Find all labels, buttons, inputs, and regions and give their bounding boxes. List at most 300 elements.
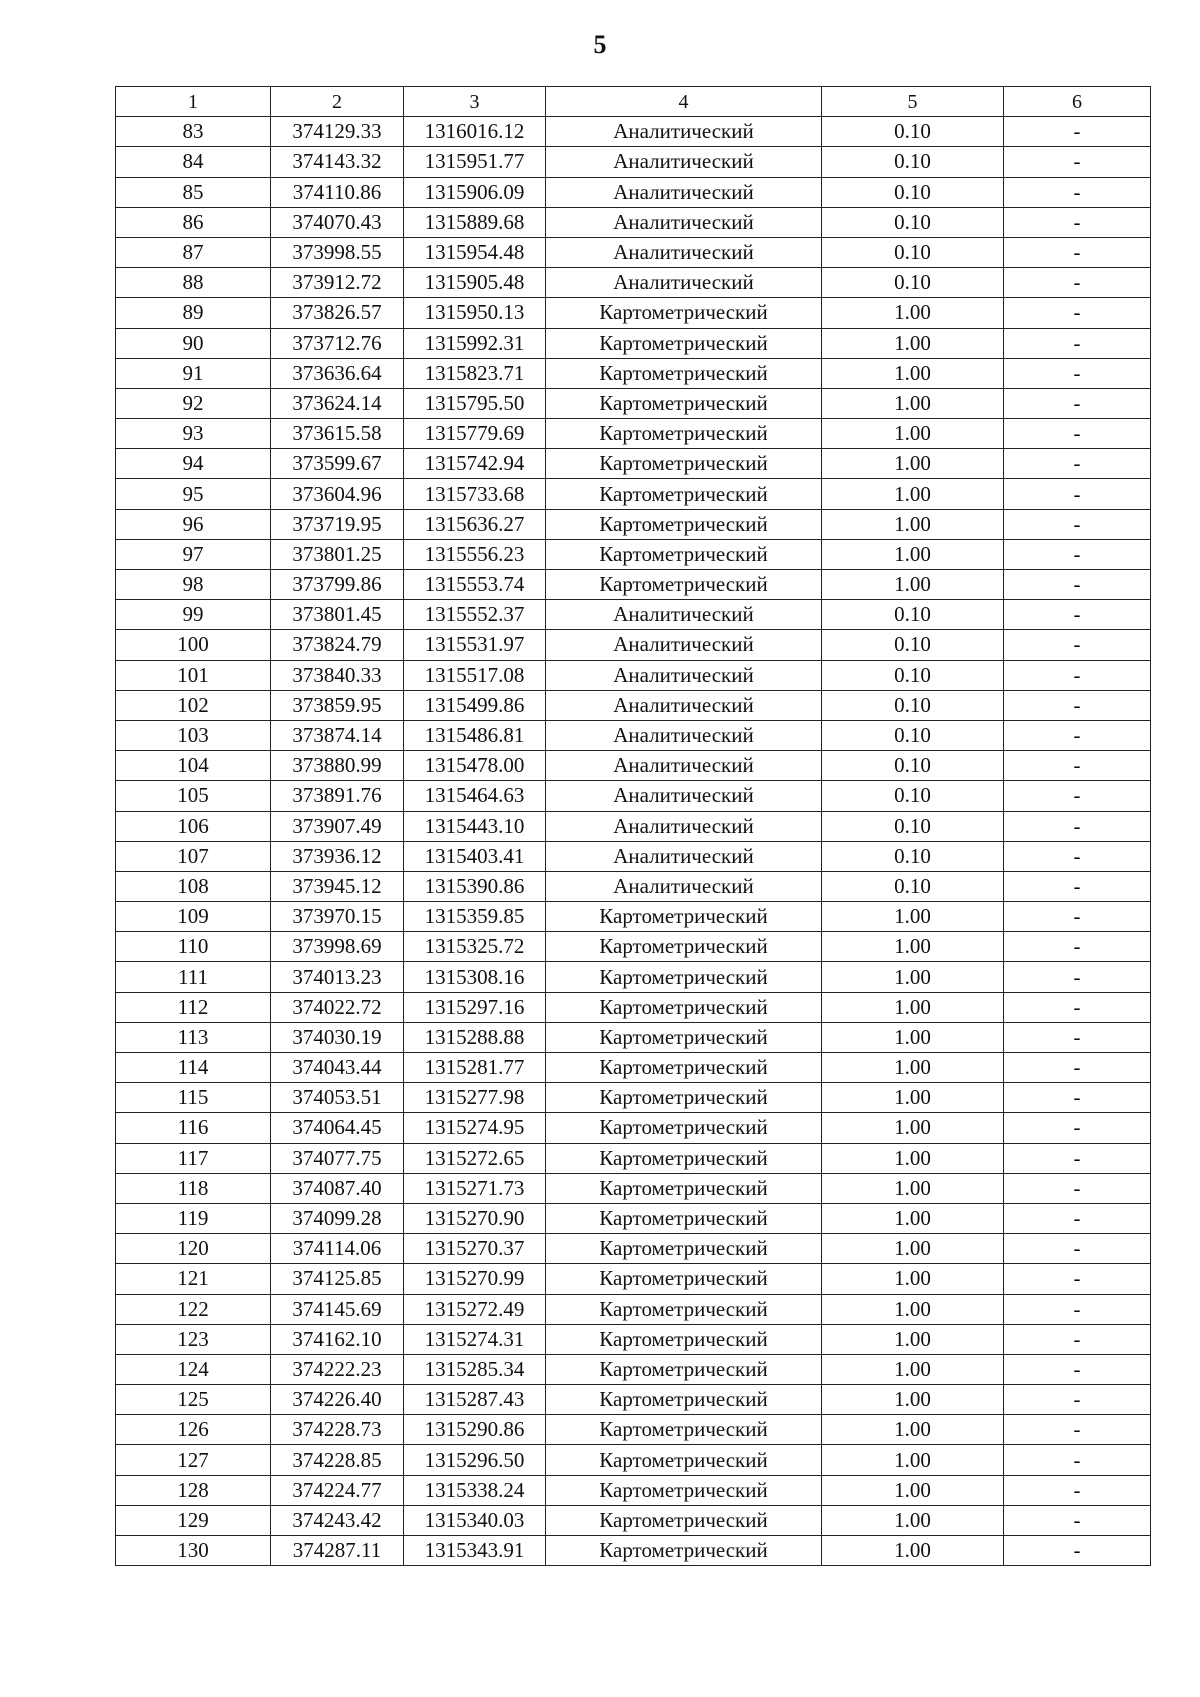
- cell-method: Картометрический: [546, 1354, 822, 1384]
- cell-note: -: [1004, 1143, 1151, 1173]
- cell-y-coordinate: 1315443.10: [404, 811, 546, 841]
- cell-point-number: 105: [116, 781, 271, 811]
- cell-point-number: 127: [116, 1445, 271, 1475]
- cell-y-coordinate: 1315285.34: [404, 1354, 546, 1384]
- cell-method: Картометрический: [546, 388, 822, 418]
- cell-y-coordinate: 1315733.68: [404, 479, 546, 509]
- table-row: [116, 539, 1151, 569]
- cell-point-number: 126: [116, 1415, 271, 1445]
- cell-x-coordinate: 374224.77: [271, 1475, 404, 1505]
- cell-note: -: [1004, 268, 1151, 298]
- table-row: [116, 1113, 1151, 1143]
- table-row: [116, 1083, 1151, 1113]
- cell-point-number: 109: [116, 902, 271, 932]
- cell-point-number: 119: [116, 1203, 271, 1233]
- cell-point-number: 87: [116, 237, 271, 267]
- table-row: [116, 992, 1151, 1022]
- cell-method: Картометрический: [546, 1022, 822, 1052]
- table-row: [116, 1475, 1151, 1505]
- cell-note: -: [1004, 600, 1151, 630]
- cell-method: Картометрический: [546, 1475, 822, 1505]
- table-row: [116, 328, 1151, 358]
- cell-accuracy: 1.00: [822, 1173, 1004, 1203]
- table-row: [116, 449, 1151, 479]
- cell-y-coordinate: 1315795.50: [404, 388, 546, 418]
- cell-note: -: [1004, 630, 1151, 660]
- table-row: [116, 1294, 1151, 1324]
- cell-point-number: 116: [116, 1113, 271, 1143]
- cell-y-coordinate: 1315779.69: [404, 419, 546, 449]
- cell-point-number: 99: [116, 600, 271, 630]
- table-row: [116, 388, 1151, 418]
- cell-note: -: [1004, 720, 1151, 750]
- cell-note: -: [1004, 570, 1151, 600]
- cell-accuracy: 0.10: [822, 268, 1004, 298]
- cell-note: -: [1004, 811, 1151, 841]
- cell-accuracy: 1.00: [822, 570, 1004, 600]
- cell-note: -: [1004, 237, 1151, 267]
- cell-x-coordinate: 374043.44: [271, 1053, 404, 1083]
- cell-point-number: 111: [116, 962, 271, 992]
- cell-x-coordinate: 373840.33: [271, 660, 404, 690]
- cell-x-coordinate: 373719.95: [271, 509, 404, 539]
- cell-method: Картометрический: [546, 298, 822, 328]
- cell-x-coordinate: 373907.49: [271, 811, 404, 841]
- cell-note: -: [1004, 419, 1151, 449]
- cell-x-coordinate: 374053.51: [271, 1083, 404, 1113]
- cell-y-coordinate: 1315499.86: [404, 690, 546, 720]
- cell-note: -: [1004, 207, 1151, 237]
- cell-point-number: 112: [116, 992, 271, 1022]
- cell-y-coordinate: 1315274.31: [404, 1324, 546, 1354]
- cell-method: Картометрический: [546, 509, 822, 539]
- table-row: [116, 570, 1151, 600]
- cell-point-number: 83: [116, 117, 271, 147]
- table-row: [116, 720, 1151, 750]
- cell-x-coordinate: 373826.57: [271, 298, 404, 328]
- header-row: [116, 87, 1151, 117]
- cell-y-coordinate: 1315270.90: [404, 1203, 546, 1233]
- cell-point-number: 90: [116, 328, 271, 358]
- cell-accuracy: 0.10: [822, 630, 1004, 660]
- cell-note: -: [1004, 328, 1151, 358]
- cell-x-coordinate: 374099.28: [271, 1203, 404, 1233]
- cell-accuracy: 0.10: [822, 781, 1004, 811]
- cell-method: Картометрический: [546, 1536, 822, 1566]
- cell-x-coordinate: 373880.99: [271, 751, 404, 781]
- cell-accuracy: 1.00: [822, 1022, 1004, 1052]
- cell-method: Картометрический: [546, 1445, 822, 1475]
- cell-x-coordinate: 373615.58: [271, 419, 404, 449]
- cell-note: -: [1004, 388, 1151, 418]
- cell-method: Аналитический: [546, 660, 822, 690]
- cell-point-number: 98: [116, 570, 271, 600]
- cell-accuracy: 1.00: [822, 539, 1004, 569]
- cell-x-coordinate: 373998.55: [271, 237, 404, 267]
- cell-accuracy: 1.00: [822, 1294, 1004, 1324]
- coordinates-table: [115, 86, 1151, 1566]
- cell-x-coordinate: 373998.69: [271, 932, 404, 962]
- cell-y-coordinate: 1315517.08: [404, 660, 546, 690]
- cell-y-coordinate: 1315281.77: [404, 1053, 546, 1083]
- cell-y-coordinate: 1315636.27: [404, 509, 546, 539]
- cell-accuracy: 0.10: [822, 177, 1004, 207]
- cell-point-number: 95: [116, 479, 271, 509]
- cell-x-coordinate: 373936.12: [271, 841, 404, 871]
- table-row: [116, 1385, 1151, 1415]
- cell-method: Аналитический: [546, 871, 822, 901]
- cell-point-number: 124: [116, 1354, 271, 1384]
- cell-accuracy: 1.00: [822, 509, 1004, 539]
- cell-y-coordinate: 1315288.88: [404, 1022, 546, 1052]
- cell-y-coordinate: 1315340.03: [404, 1505, 546, 1535]
- cell-note: -: [1004, 781, 1151, 811]
- cell-method: Картометрический: [546, 1053, 822, 1083]
- cell-x-coordinate: 374030.19: [271, 1022, 404, 1052]
- cell-method: Аналитический: [546, 237, 822, 267]
- header-cell-5: 5: [822, 87, 1004, 117]
- cell-x-coordinate: 373891.76: [271, 781, 404, 811]
- cell-y-coordinate: 1315478.00: [404, 751, 546, 781]
- cell-y-coordinate: 1315556.23: [404, 539, 546, 569]
- cell-y-coordinate: 1315270.99: [404, 1264, 546, 1294]
- cell-point-number: 84: [116, 147, 271, 177]
- header-cell-2: 2: [271, 87, 404, 117]
- cell-method: Картометрический: [546, 1385, 822, 1415]
- table-row: [116, 509, 1151, 539]
- table-row: [116, 1173, 1151, 1203]
- cell-note: -: [1004, 962, 1151, 992]
- cell-method: Картометрический: [546, 962, 822, 992]
- cell-point-number: 118: [116, 1173, 271, 1203]
- table-row: [116, 268, 1151, 298]
- cell-y-coordinate: 1315359.85: [404, 902, 546, 932]
- table-row: [116, 1053, 1151, 1083]
- cell-method: Картометрический: [546, 1173, 822, 1203]
- cell-method: Аналитический: [546, 841, 822, 871]
- cell-accuracy: 1.00: [822, 932, 1004, 962]
- cell-accuracy: 1.00: [822, 1083, 1004, 1113]
- cell-x-coordinate: 374114.06: [271, 1234, 404, 1264]
- cell-method: Картометрический: [546, 1294, 822, 1324]
- cell-note: -: [1004, 992, 1151, 1022]
- cell-point-number: 107: [116, 841, 271, 871]
- cell-accuracy: 0.10: [822, 237, 1004, 267]
- cell-note: -: [1004, 117, 1151, 147]
- cell-point-number: 128: [116, 1475, 271, 1505]
- cell-y-coordinate: 1315954.48: [404, 237, 546, 267]
- cell-x-coordinate: 374064.45: [271, 1113, 404, 1143]
- cell-accuracy: 0.10: [822, 841, 1004, 871]
- cell-point-number: 125: [116, 1385, 271, 1415]
- table-row: [116, 1264, 1151, 1294]
- table-row: [116, 117, 1151, 147]
- cell-accuracy: 0.10: [822, 207, 1004, 237]
- table-row: [116, 237, 1151, 267]
- table-row: [116, 1536, 1151, 1566]
- header-cell-3: 3: [404, 87, 546, 117]
- cell-note: -: [1004, 539, 1151, 569]
- cell-y-coordinate: 1315992.31: [404, 328, 546, 358]
- cell-y-coordinate: 1315287.43: [404, 1385, 546, 1415]
- cell-y-coordinate: 1315271.73: [404, 1173, 546, 1203]
- cell-note: -: [1004, 932, 1151, 962]
- cell-method: Картометрический: [546, 1415, 822, 1445]
- cell-method: Аналитический: [546, 147, 822, 177]
- cell-accuracy: 1.00: [822, 1354, 1004, 1384]
- cell-x-coordinate: 374125.85: [271, 1264, 404, 1294]
- cell-note: -: [1004, 1234, 1151, 1264]
- cell-note: -: [1004, 1053, 1151, 1083]
- cell-accuracy: 0.10: [822, 720, 1004, 750]
- cell-method: Аналитический: [546, 781, 822, 811]
- cell-accuracy: 1.00: [822, 479, 1004, 509]
- cell-point-number: 113: [116, 1022, 271, 1052]
- table-row: [116, 660, 1151, 690]
- cell-x-coordinate: 373801.45: [271, 600, 404, 630]
- cell-note: -: [1004, 479, 1151, 509]
- table-row: [116, 600, 1151, 630]
- table-row: [116, 1445, 1151, 1475]
- cell-note: -: [1004, 902, 1151, 932]
- cell-x-coordinate: 373604.96: [271, 479, 404, 509]
- cell-note: -: [1004, 1415, 1151, 1445]
- cell-method: Картометрический: [546, 419, 822, 449]
- cell-x-coordinate: 374162.10: [271, 1324, 404, 1354]
- cell-y-coordinate: 1315272.49: [404, 1294, 546, 1324]
- cell-y-coordinate: 1315308.16: [404, 962, 546, 992]
- cell-note: -: [1004, 1385, 1151, 1415]
- cell-accuracy: 1.00: [822, 358, 1004, 388]
- cell-accuracy: 1.00: [822, 328, 1004, 358]
- cell-y-coordinate: 1315272.65: [404, 1143, 546, 1173]
- table-row: [116, 902, 1151, 932]
- cell-method: Картометрический: [546, 539, 822, 569]
- cell-accuracy: 1.00: [822, 1203, 1004, 1233]
- cell-x-coordinate: 374070.43: [271, 207, 404, 237]
- table-row: [116, 419, 1151, 449]
- cell-x-coordinate: 374145.69: [271, 1294, 404, 1324]
- cell-method: Аналитический: [546, 811, 822, 841]
- cell-method: Картометрический: [546, 570, 822, 600]
- table-row: [116, 962, 1151, 992]
- table-row: [116, 690, 1151, 720]
- cell-method: Картометрический: [546, 449, 822, 479]
- cell-point-number: 108: [116, 871, 271, 901]
- table-row: [116, 147, 1151, 177]
- cell-y-coordinate: 1315905.48: [404, 268, 546, 298]
- cell-accuracy: 1.00: [822, 1415, 1004, 1445]
- cell-accuracy: 0.10: [822, 147, 1004, 177]
- cell-note: -: [1004, 1505, 1151, 1535]
- cell-y-coordinate: 1315290.86: [404, 1415, 546, 1445]
- cell-x-coordinate: 373859.95: [271, 690, 404, 720]
- cell-point-number: 101: [116, 660, 271, 690]
- cell-x-coordinate: 373801.25: [271, 539, 404, 569]
- cell-x-coordinate: 373599.67: [271, 449, 404, 479]
- cell-note: -: [1004, 177, 1151, 207]
- cell-point-number: 91: [116, 358, 271, 388]
- cell-method: Картометрический: [546, 1203, 822, 1233]
- cell-point-number: 88: [116, 268, 271, 298]
- cell-y-coordinate: 1315277.98: [404, 1083, 546, 1113]
- table-row: [116, 1505, 1151, 1535]
- cell-y-coordinate: 1315343.91: [404, 1536, 546, 1566]
- cell-accuracy: 1.00: [822, 1113, 1004, 1143]
- cell-note: -: [1004, 1173, 1151, 1203]
- header-cell-1: 1: [116, 87, 271, 117]
- cell-method: Аналитический: [546, 117, 822, 147]
- table-row: [116, 479, 1151, 509]
- cell-note: -: [1004, 449, 1151, 479]
- cell-x-coordinate: 373945.12: [271, 871, 404, 901]
- cell-point-number: 130: [116, 1536, 271, 1566]
- cell-accuracy: 1.00: [822, 962, 1004, 992]
- cell-note: -: [1004, 1022, 1151, 1052]
- cell-point-number: 129: [116, 1505, 271, 1535]
- cell-method: Картометрический: [546, 1324, 822, 1354]
- cell-x-coordinate: 374226.40: [271, 1385, 404, 1415]
- table-row: [116, 1234, 1151, 1264]
- cell-accuracy: 1.00: [822, 298, 1004, 328]
- table-header: [116, 87, 1151, 117]
- cell-y-coordinate: 1315390.86: [404, 871, 546, 901]
- cell-method: Картометрический: [546, 992, 822, 1022]
- cell-note: -: [1004, 1083, 1151, 1113]
- cell-method: Аналитический: [546, 207, 822, 237]
- table-row: [116, 630, 1151, 660]
- cell-method: Картометрический: [546, 1264, 822, 1294]
- cell-x-coordinate: 373874.14: [271, 720, 404, 750]
- cell-accuracy: 1.00: [822, 1234, 1004, 1264]
- cell-x-coordinate: 374129.33: [271, 117, 404, 147]
- cell-point-number: 93: [116, 419, 271, 449]
- cell-x-coordinate: 374143.32: [271, 147, 404, 177]
- cell-method: Аналитический: [546, 720, 822, 750]
- table-row: [116, 358, 1151, 388]
- cell-x-coordinate: 374087.40: [271, 1173, 404, 1203]
- cell-x-coordinate: 373799.86: [271, 570, 404, 600]
- table-row: [116, 1415, 1151, 1445]
- cell-x-coordinate: 374287.11: [271, 1536, 404, 1566]
- cell-note: -: [1004, 1203, 1151, 1233]
- cell-x-coordinate: 373824.79: [271, 630, 404, 660]
- table-row: [116, 1022, 1151, 1052]
- table-row: [116, 751, 1151, 781]
- cell-point-number: 114: [116, 1053, 271, 1083]
- cell-accuracy: 1.00: [822, 419, 1004, 449]
- cell-y-coordinate: 1315338.24: [404, 1475, 546, 1505]
- cell-x-coordinate: 373624.14: [271, 388, 404, 418]
- cell-point-number: 104: [116, 751, 271, 781]
- cell-method: Картометрический: [546, 328, 822, 358]
- cell-note: -: [1004, 1475, 1151, 1505]
- cell-y-coordinate: 1315823.71: [404, 358, 546, 388]
- cell-note: -: [1004, 660, 1151, 690]
- table-row: [116, 1143, 1151, 1173]
- cell-y-coordinate: 1315297.16: [404, 992, 546, 1022]
- table-row: [116, 841, 1151, 871]
- cell-x-coordinate: 373712.76: [271, 328, 404, 358]
- cell-point-number: 120: [116, 1234, 271, 1264]
- cell-accuracy: 1.00: [822, 1445, 1004, 1475]
- cell-method: Картометрический: [546, 932, 822, 962]
- cell-note: -: [1004, 298, 1151, 328]
- cell-method: Картометрический: [546, 1113, 822, 1143]
- cell-accuracy: 0.10: [822, 117, 1004, 147]
- cell-accuracy: 0.10: [822, 660, 1004, 690]
- table-body: [116, 117, 1151, 1566]
- cell-note: -: [1004, 1294, 1151, 1324]
- cell-y-coordinate: 1315274.95: [404, 1113, 546, 1143]
- cell-point-number: 115: [116, 1083, 271, 1113]
- cell-accuracy: 0.10: [822, 871, 1004, 901]
- cell-method: Картометрический: [546, 1143, 822, 1173]
- cell-x-coordinate: 373912.72: [271, 268, 404, 298]
- cell-point-number: 100: [116, 630, 271, 660]
- cell-accuracy: 0.10: [822, 690, 1004, 720]
- cell-accuracy: 1.00: [822, 902, 1004, 932]
- cell-x-coordinate: 373970.15: [271, 902, 404, 932]
- cell-y-coordinate: 1315906.09: [404, 177, 546, 207]
- cell-point-number: 110: [116, 932, 271, 962]
- cell-y-coordinate: 1315531.97: [404, 630, 546, 660]
- cell-point-number: 121: [116, 1264, 271, 1294]
- table-row: [116, 932, 1151, 962]
- cell-method: Картометрический: [546, 479, 822, 509]
- cell-note: -: [1004, 358, 1151, 388]
- cell-note: -: [1004, 841, 1151, 871]
- cell-y-coordinate: 1315552.37: [404, 600, 546, 630]
- cell-method: Аналитический: [546, 690, 822, 720]
- cell-accuracy: 1.00: [822, 1053, 1004, 1083]
- cell-note: -: [1004, 751, 1151, 781]
- cell-accuracy: 1.00: [822, 1324, 1004, 1354]
- cell-point-number: 123: [116, 1324, 271, 1354]
- cell-x-coordinate: 374228.85: [271, 1445, 404, 1475]
- cell-accuracy: 1.00: [822, 1505, 1004, 1535]
- cell-note: -: [1004, 147, 1151, 177]
- cell-x-coordinate: 373636.64: [271, 358, 404, 388]
- cell-y-coordinate: 1315325.72: [404, 932, 546, 962]
- cell-y-coordinate: 1315403.41: [404, 841, 546, 871]
- cell-point-number: 97: [116, 539, 271, 569]
- cell-accuracy: 1.00: [822, 388, 1004, 418]
- cell-y-coordinate: 1315951.77: [404, 147, 546, 177]
- cell-accuracy: 0.10: [822, 811, 1004, 841]
- cell-method: Аналитический: [546, 751, 822, 781]
- header-cell-4: 4: [546, 87, 822, 117]
- cell-x-coordinate: 374013.23: [271, 962, 404, 992]
- cell-x-coordinate: 374228.73: [271, 1415, 404, 1445]
- table-row: [116, 781, 1151, 811]
- cell-method: Аналитический: [546, 630, 822, 660]
- cell-y-coordinate: 1315464.63: [404, 781, 546, 811]
- cell-method: Аналитический: [546, 600, 822, 630]
- cell-accuracy: 1.00: [822, 1143, 1004, 1173]
- cell-point-number: 86: [116, 207, 271, 237]
- cell-x-coordinate: 374222.23: [271, 1354, 404, 1384]
- cell-accuracy: 1.00: [822, 1475, 1004, 1505]
- cell-method: Картометрический: [546, 1083, 822, 1113]
- cell-y-coordinate: 1316016.12: [404, 117, 546, 147]
- table-row: [116, 207, 1151, 237]
- cell-x-coordinate: 374077.75: [271, 1143, 404, 1173]
- cell-point-number: 106: [116, 811, 271, 841]
- table-row: [116, 811, 1151, 841]
- cell-y-coordinate: 1315742.94: [404, 449, 546, 479]
- cell-y-coordinate: 1315950.13: [404, 298, 546, 328]
